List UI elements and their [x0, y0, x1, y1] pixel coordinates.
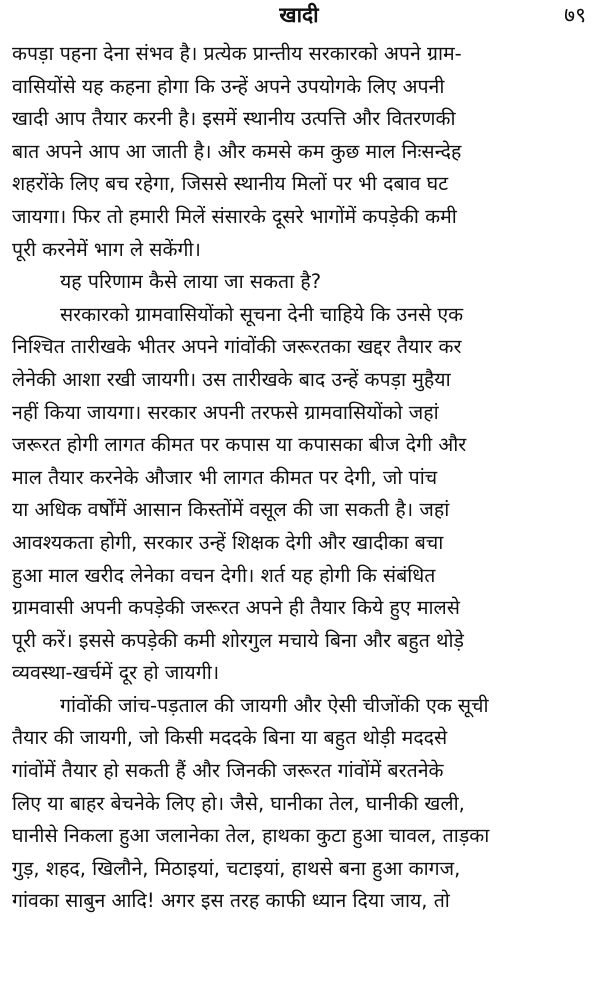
text-line: लेनेकी आशा रखी जायगी। उस तारीखके बाद उन्हें कपड़ा मुहैया: [12, 367, 451, 391]
text-line: गांवोंमें तैयार हो सकती हैं और जिनकी जरूरत गांवोंमें बरतनेके: [12, 759, 444, 783]
body-text: [12, 38, 586, 918]
text-line: निश्चित तारीखके भीतर अपने गांवोंकी जरूरतका खद्दर तैयार कर: [12, 335, 462, 359]
paragraph-3: [12, 299, 586, 690]
paragraph-1: [12, 38, 586, 266]
page-header: [12, 0, 586, 38]
text-line: बात अपने आप आ जाती है। और कमसे कम कुछ माल निःसन्देह: [12, 139, 462, 163]
text-line: तैयार की जायगी, जो किसी मददके बिना या बहुत थोड़ी मददसे: [12, 726, 448, 750]
text-line: माल तैयार करनेके औजार भी लागत कीमत पर देगी, जो पांच: [12, 465, 438, 489]
text-line: ग्रामवासी अपनी कपड़ेकी जरूरत अपने ही तैयार किये हुए मालसे: [12, 596, 460, 620]
text-line: जरूरत होगी लागत कीमत पर कपास या कपासका बीज देगी और: [12, 433, 467, 457]
text-line: वासियोंसे यह कहना होगा कि उन्हें अपने उपयोगके लिए अपनी: [12, 74, 445, 98]
text-line: व्यवस्था-खर्चमें दूर हो जायगी।: [12, 661, 220, 685]
text-line: खादी आप तैयार करनी है। इसमें स्थानीय उत्पत्ति और वितरणकी: [12, 107, 456, 131]
text-line: नहीं किया जायगा। सरकार अपनी तरफसे ग्रामवासियोंको जहां: [12, 400, 439, 424]
paragraph-4: [12, 690, 586, 918]
text-line: सरकारको ग्रामवासियोंको सूचना देनी चाहिये कि उनसे एक: [60, 302, 464, 326]
text-line: यह परिणाम कैसे लाया जा सकता है?: [60, 270, 322, 294]
text-line: या अधिक वर्षोंमें आसान किस्तोंमें वसूल की जा सकती है। जहां: [12, 498, 450, 522]
text-line: कपड़ा पहना देना संभव है। प्रत्येक प्रान्तीय सरकारको अपने ग्राम-: [12, 42, 462, 65]
running-title: खादी: [279, 3, 319, 27]
text-line: जायगा। फिर तो हमारी मिलें संसारके दूसरे भागोंमें कपड़ेकी कमी: [12, 204, 457, 228]
text-line: पूरी करनेमें भाग ले सकेंगी।: [12, 237, 201, 261]
text-line: घानीसे निकला हुआ जलानेका तेल, हाथका कुटा हुआ चावल, ताड़का: [12, 824, 490, 848]
text-line: लिए या बाहर बेचनेके लिए हो। जैसे, घानीका तेल, घानीकी खली,: [12, 791, 465, 815]
text-line: हुआ माल खरीद लेनेका वचन देगी। शर्त यह होगी कि संबंधित: [12, 563, 436, 587]
page-number: ७९: [564, 3, 586, 27]
text-line: गांवोंकी जांच-पड़ताल की जायगी और ऐसी चीजोंकी एक सूची: [60, 693, 489, 717]
text-line: पूरी करें। इससे कपड़ेकी कमी शोरगुल मचाये बिना और बहुत थोड़े: [12, 628, 464, 652]
text-line: गांवका साबुन आदि! अगर इस तरह काफी ध्यान दिया जाय, तो: [12, 889, 450, 913]
paragraph-2: [12, 266, 586, 299]
text-line: शहरोंके लिए बच रहेगा, जिससे स्थानीय मिलों पर भी दबाव घट: [12, 172, 449, 196]
text-line: गुड़, शहद, खिलौने, मिठाइयां, चटाइयां, हाथसे बना हुआ कागज,: [12, 856, 461, 880]
text-line: आवश्यकता होगी, सरकार उन्हें शिक्षक देगी और खादीका बचा: [12, 530, 444, 554]
